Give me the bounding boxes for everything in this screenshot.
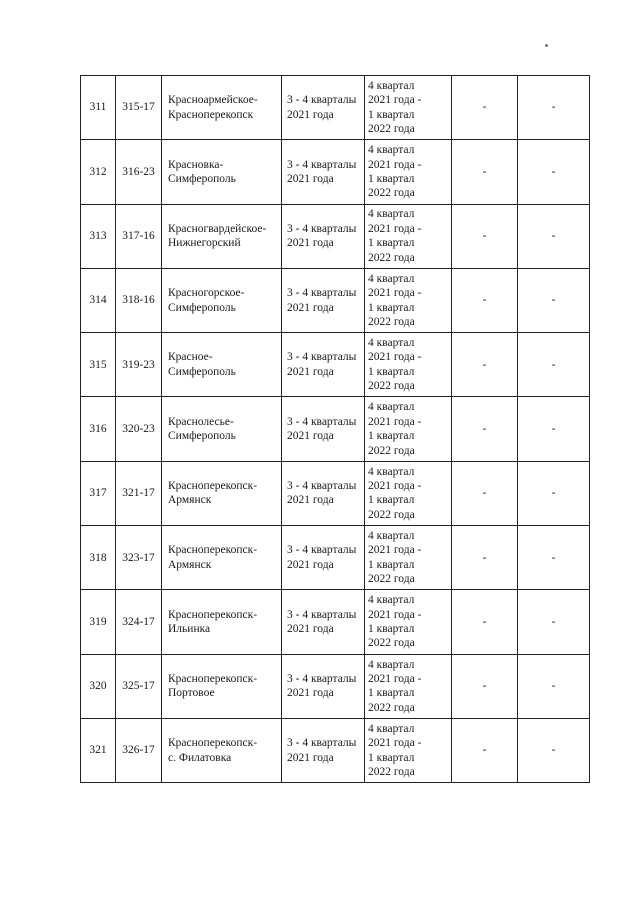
route-code-cell: 317-16 [116, 204, 162, 268]
row-number-cell: 316 [81, 397, 116, 461]
row-number-cell: 315 [81, 333, 116, 397]
column-7-cell: - [518, 204, 590, 268]
column-7-cell: - [518, 590, 590, 654]
term-cell: 4 квартал 2021 года - 1 квартал 2022 года [365, 461, 452, 525]
column-6-cell: - [452, 397, 518, 461]
column-7-cell: - [518, 268, 590, 332]
period-cell: 3 - 4 кварталы 2021 года [282, 140, 365, 204]
column-6-cell: - [452, 718, 518, 782]
term-cell: 4 квартал 2021 года - 1 квартал 2022 года [365, 268, 452, 332]
period-cell: 3 - 4 кварталы 2021 года [282, 654, 365, 718]
table-row [81, 654, 590, 718]
table-row [81, 140, 590, 204]
term-cell: 4 квартал 2021 года - 1 квартал 2022 года [365, 397, 452, 461]
route-code-cell: 325-17 [116, 654, 162, 718]
routes-table [80, 75, 590, 783]
period-cell: 3 - 4 кварталы 2021 года [282, 204, 365, 268]
row-number-cell: 318 [81, 526, 116, 590]
period-cell: 3 - 4 кварталы 2021 года [282, 397, 365, 461]
period-cell: 3 - 4 кварталы 2021 года [282, 526, 365, 590]
route-code-cell: 323-17 [116, 526, 162, 590]
term-cell: 4 квартал 2021 года - 1 квартал 2022 года [365, 76, 452, 140]
column-7-cell: - [518, 397, 590, 461]
table-row [81, 268, 590, 332]
table-row [81, 397, 590, 461]
row-number-cell: 311 [81, 76, 116, 140]
route-code-cell: 315-17 [116, 76, 162, 140]
row-number-cell: 321 [81, 718, 116, 782]
route-code-cell: 320-23 [116, 397, 162, 461]
route-code-cell: 316-23 [116, 140, 162, 204]
row-number-cell: 320 [81, 654, 116, 718]
table-row [81, 204, 590, 268]
period-cell: 3 - 4 кварталы 2021 года [282, 268, 365, 332]
route-code-cell: 324-17 [116, 590, 162, 654]
period-cell: 3 - 4 кварталы 2021 года [282, 76, 365, 140]
table-row [81, 718, 590, 782]
route-name-cell: Красногвардейское- Нижнегорский [162, 204, 282, 268]
term-cell: 4 квартал 2021 года - 1 квартал 2022 года [365, 654, 452, 718]
period-cell: 3 - 4 кварталы 2021 года [282, 718, 365, 782]
route-name-cell: Красногорское- Симферополь [162, 268, 282, 332]
table-row [81, 590, 590, 654]
term-cell: 4 квартал 2021 года - 1 квартал 2022 года [365, 333, 452, 397]
column-6-cell: - [452, 333, 518, 397]
row-number-cell: 313 [81, 204, 116, 268]
column-6-cell: - [452, 590, 518, 654]
page-mark-dot [545, 44, 548, 47]
route-code-cell: 326-17 [116, 718, 162, 782]
column-6-cell: - [452, 461, 518, 525]
row-number-cell: 317 [81, 461, 116, 525]
route-name-cell: Красноперекопск- Армянск [162, 526, 282, 590]
term-cell: 4 квартал 2021 года - 1 квартал 2022 года [365, 590, 452, 654]
column-7-cell: - [518, 654, 590, 718]
row-number-cell: 319 [81, 590, 116, 654]
row-number-cell: 314 [81, 268, 116, 332]
table-row [81, 526, 590, 590]
column-6-cell: - [452, 76, 518, 140]
period-cell: 3 - 4 кварталы 2021 года [282, 590, 365, 654]
column-7-cell: - [518, 140, 590, 204]
route-name-cell: Красное- Симферополь [162, 333, 282, 397]
column-6-cell: - [452, 204, 518, 268]
route-name-cell: Красноперекопск- с. Филатовка [162, 718, 282, 782]
route-name-cell: Красновка- Симферополь [162, 140, 282, 204]
term-cell: 4 квартал 2021 года - 1 квартал 2022 года [365, 718, 452, 782]
column-7-cell: - [518, 76, 590, 140]
route-name-cell: Красноармейское- Красноперекопск [162, 76, 282, 140]
term-cell: 4 квартал 2021 года - 1 квартал 2022 года [365, 526, 452, 590]
route-name-cell: Краснолесье- Симферополь [162, 397, 282, 461]
route-code-cell: 318-16 [116, 268, 162, 332]
route-name-cell: Красноперекопск- Армянск [162, 461, 282, 525]
term-cell: 4 квартал 2021 года - 1 квартал 2022 года [365, 204, 452, 268]
route-code-cell: 321-17 [116, 461, 162, 525]
table-row [81, 461, 590, 525]
column-6-cell: - [452, 526, 518, 590]
term-cell: 4 квартал 2021 года - 1 квартал 2022 года [365, 140, 452, 204]
route-name-cell: Красноперекопск- Ильинка [162, 590, 282, 654]
column-7-cell: - [518, 461, 590, 525]
period-cell: 3 - 4 кварталы 2021 года [282, 461, 365, 525]
table-row [81, 76, 590, 140]
column-6-cell: - [452, 654, 518, 718]
route-code-cell: 319-23 [116, 333, 162, 397]
column-6-cell: - [452, 268, 518, 332]
column-7-cell: - [518, 526, 590, 590]
column-7-cell: - [518, 333, 590, 397]
table-row [81, 333, 590, 397]
route-name-cell: Красноперекопск- Портовое [162, 654, 282, 718]
row-number-cell: 312 [81, 140, 116, 204]
column-6-cell: - [452, 140, 518, 204]
column-7-cell: - [518, 718, 590, 782]
period-cell: 3 - 4 кварталы 2021 года [282, 333, 365, 397]
